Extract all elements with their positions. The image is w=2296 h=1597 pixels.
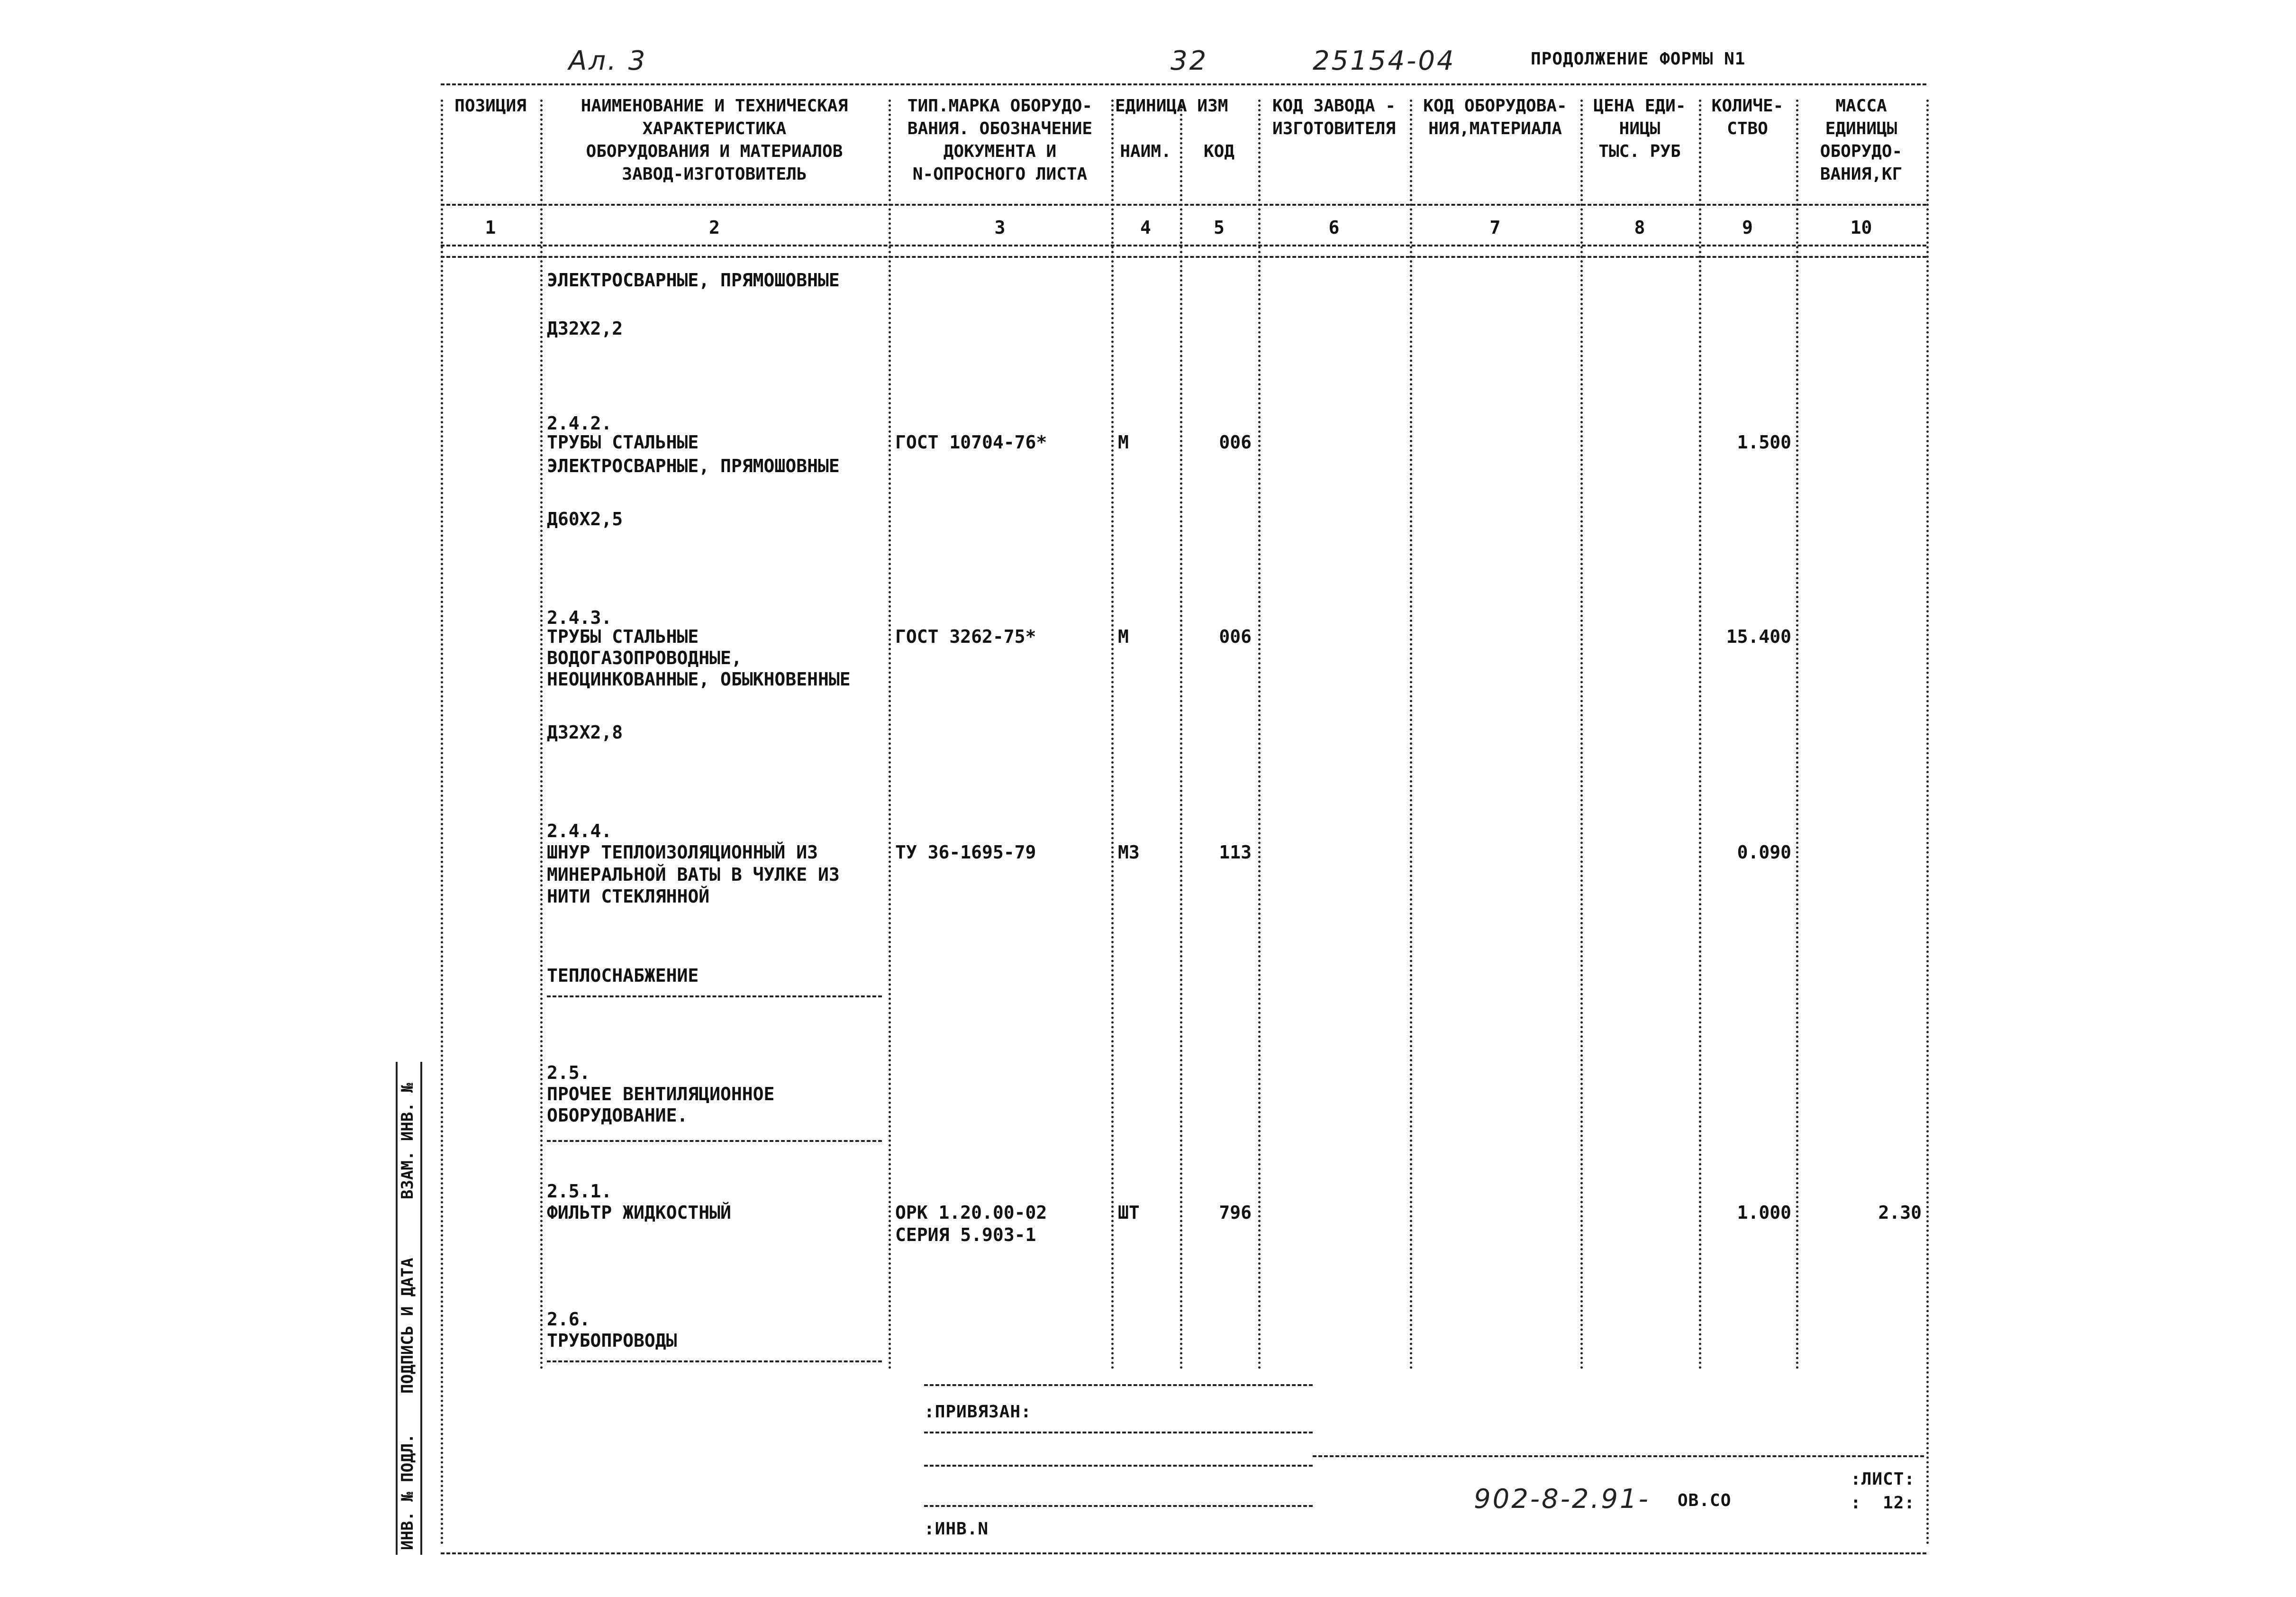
column-header-6: КОД ЗАВОДА - ИЗГОТОВИТЕЛЯ	[1272, 96, 1396, 138]
form-title: ПРОДОЛЖЕНИЕ ФОРМЫ N1	[1531, 49, 1746, 69]
column-header-5: КОД	[1203, 142, 1235, 161]
column-separator	[1796, 100, 1798, 1370]
row-mass: 2.30	[1878, 1202, 1922, 1223]
row-name: 2.4.2.	[547, 413, 612, 434]
column-number-6: 6	[1328, 217, 1340, 238]
column-number-10: 10	[1850, 217, 1872, 238]
row-name: ЭЛЕКТРОСВАРНЫЕ, ПРЯМОШОВНЫЕ	[547, 456, 840, 476]
row-quantity: 1.500	[1737, 432, 1791, 453]
page-annotation: 32	[1171, 46, 1208, 76]
column-separator	[1410, 100, 1412, 1370]
row-code: 113	[1219, 842, 1252, 863]
row-name: 2.6.	[547, 1309, 590, 1330]
row-name: Д32Х2,8	[547, 722, 623, 743]
rule-line-bottom	[441, 1552, 1926, 1554]
column-separator	[1926, 100, 1929, 1545]
sheet-label: :ЛИСТ:	[1851, 1469, 1915, 1489]
column-number-4: 4	[1140, 217, 1151, 238]
row-unit: М3	[1118, 842, 1140, 863]
rule-line	[441, 204, 1926, 206]
rule-line	[441, 256, 1926, 258]
row-name: ФИЛЬТР ЖИДКОСТНЫЙ	[547, 1202, 731, 1223]
inv-text: ИНВ.N	[935, 1519, 989, 1539]
doc-code: 902-8-2.91-	[1474, 1484, 1650, 1515]
row-unit: М	[1118, 432, 1129, 453]
row-name: ЭЛЕКТРОСВАРНЫЕ, ПРЯМОШОВНЫЕ	[547, 270, 840, 291]
rule-line	[441, 245, 1926, 246]
row-quantity: 15.400	[1726, 626, 1791, 647]
column-separator	[441, 100, 443, 1545]
row-document: ГОСТ 10704-76*	[895, 432, 1047, 453]
row-name: ТЕПЛОСНАБЖЕНИЕ	[547, 965, 699, 986]
row-name: 2.4.3.	[547, 607, 612, 628]
column-header-3: ТИП.МАРКА ОБОРУДО- ВАНИЯ. ОБОЗНАЧЕНИЕ ДОКУМЕНТА И N-ОПРОСНОГО ЛИСТА	[907, 96, 1093, 184]
sheet-number-text: 12	[1883, 1493, 1905, 1513]
column-header-10: МАССА ЕДИНИЦЫ ОБОРУДО- ВАНИЯ,КГ	[1820, 96, 1903, 184]
row-name: НЕОЦИНКОВАННЫЕ, ОБЫКНОВЕННЫЕ	[547, 669, 851, 690]
stamp-sign-date: ПОДПИСЬ И ДАТА	[398, 1258, 417, 1394]
row-name: ОБОРУДОВАНИЕ.	[547, 1105, 688, 1126]
row-document: СЕРИЯ 5.903-1	[895, 1224, 1036, 1245]
column-header-2: НАИМЕНОВАНИЕ И ТЕХНИЧЕСКАЯ ХАРАКТЕРИСТИКА ОБОРУДОВАНИЯ И МАТЕРИАЛОВ ЗАВОД-ИЗГОТОВИТЕЛЬ	[581, 96, 848, 184]
column-separator	[889, 100, 891, 1370]
row-name: ТРУБОПРОВОДЫ	[547, 1330, 677, 1351]
column-header-4: ЕДИНИЦА ИЗМ НАИМ.	[1115, 96, 1228, 161]
attached-label: :ПРИВЯЗАН:	[924, 1402, 1032, 1422]
row-name: ПРОЧЕЕ ВЕНТИЛЯЦИОННОЕ	[547, 1084, 775, 1104]
attached-text: ПРИВЯЗАН:	[935, 1402, 1032, 1422]
section-underline	[547, 995, 882, 997]
column-number-8: 8	[1634, 217, 1645, 238]
column-separator	[1699, 100, 1701, 1370]
row-code: 006	[1219, 626, 1252, 647]
row-name: ТРУБЫ СТАЛЬНЫЕ	[547, 432, 699, 453]
column-separator	[1180, 100, 1182, 1370]
sheet-annotation: Ал. 3	[569, 46, 647, 76]
column-header-8: ЦЕНА ЕДИ- НИЦЫ ТЫС. РУБ	[1593, 96, 1686, 161]
row-name: НИТИ СТЕКЛЯННОЙ	[547, 886, 710, 907]
row-name: МИНЕРАЛЬНОЙ ВАТЫ В ЧУЛКЕ ИЗ	[547, 864, 840, 885]
rule-line	[441, 83, 1926, 85]
row-name: 2.5.1.	[547, 1181, 612, 1202]
row-unit: ШТ	[1118, 1202, 1140, 1223]
column-number-1: 1	[485, 217, 496, 238]
row-quantity: 1.000	[1737, 1202, 1791, 1223]
stamp-inv-orig: ИНВ. № ПОДЛ.	[398, 1433, 417, 1550]
column-number-7: 7	[1489, 217, 1501, 238]
column-number-9: 9	[1742, 217, 1753, 238]
row-name: ШНУР ТЕПЛОИЗОЛЯЦИОННЫЙ ИЗ	[547, 842, 818, 863]
row-name: Д60Х2,5	[547, 509, 623, 529]
column-separator	[1580, 100, 1583, 1370]
row-quantity: 0.090	[1737, 842, 1791, 863]
column-header-1: ПОЗИЦИЯ	[454, 96, 526, 116]
section-underline	[547, 1360, 882, 1362]
column-separator	[540, 100, 543, 1370]
sheet-number: : 12:	[1851, 1493, 1915, 1513]
row-name: ТРУБЫ СТАЛЬНЫЕ	[547, 626, 699, 647]
row-name: 2.5.	[547, 1062, 590, 1083]
row-document: ТУ 36-1695-79	[895, 842, 1036, 863]
doc-suffix: ОВ.СО	[1678, 1491, 1732, 1510]
column-separator	[1111, 100, 1114, 1370]
row-unit: М	[1118, 626, 1129, 647]
inv-label: :ИНВ.N	[924, 1519, 989, 1539]
row-name: ВОДОГАЗОПРОВОДНЫЕ,	[547, 648, 742, 668]
section-underline	[547, 1140, 882, 1142]
row-name: Д32Х2,2	[547, 318, 623, 339]
stamp-replace-inv: ВЗАМ. ИНВ. №	[398, 1083, 417, 1199]
row-name: 2.4.4.	[547, 821, 612, 841]
sheet-label-text: ЛИСТ	[1861, 1469, 1905, 1489]
row-code: 006	[1219, 432, 1252, 453]
column-header-9: КОЛИЧЕ- СТВО	[1711, 96, 1784, 138]
column-number-5: 5	[1214, 217, 1225, 238]
row-document: ОРК 1.20.00-02	[895, 1202, 1047, 1223]
row-document: ГОСТ 3262-75*	[895, 626, 1036, 647]
column-number-3: 3	[994, 217, 1006, 238]
row-code: 796	[1219, 1202, 1252, 1223]
code-annotation: 25154-04	[1313, 46, 1456, 76]
column-number-2: 2	[709, 217, 720, 238]
column-header-7: КОД ОБОРУДОВА- НИЯ,МАТЕРИАЛА	[1423, 96, 1567, 138]
column-separator	[1258, 100, 1261, 1370]
